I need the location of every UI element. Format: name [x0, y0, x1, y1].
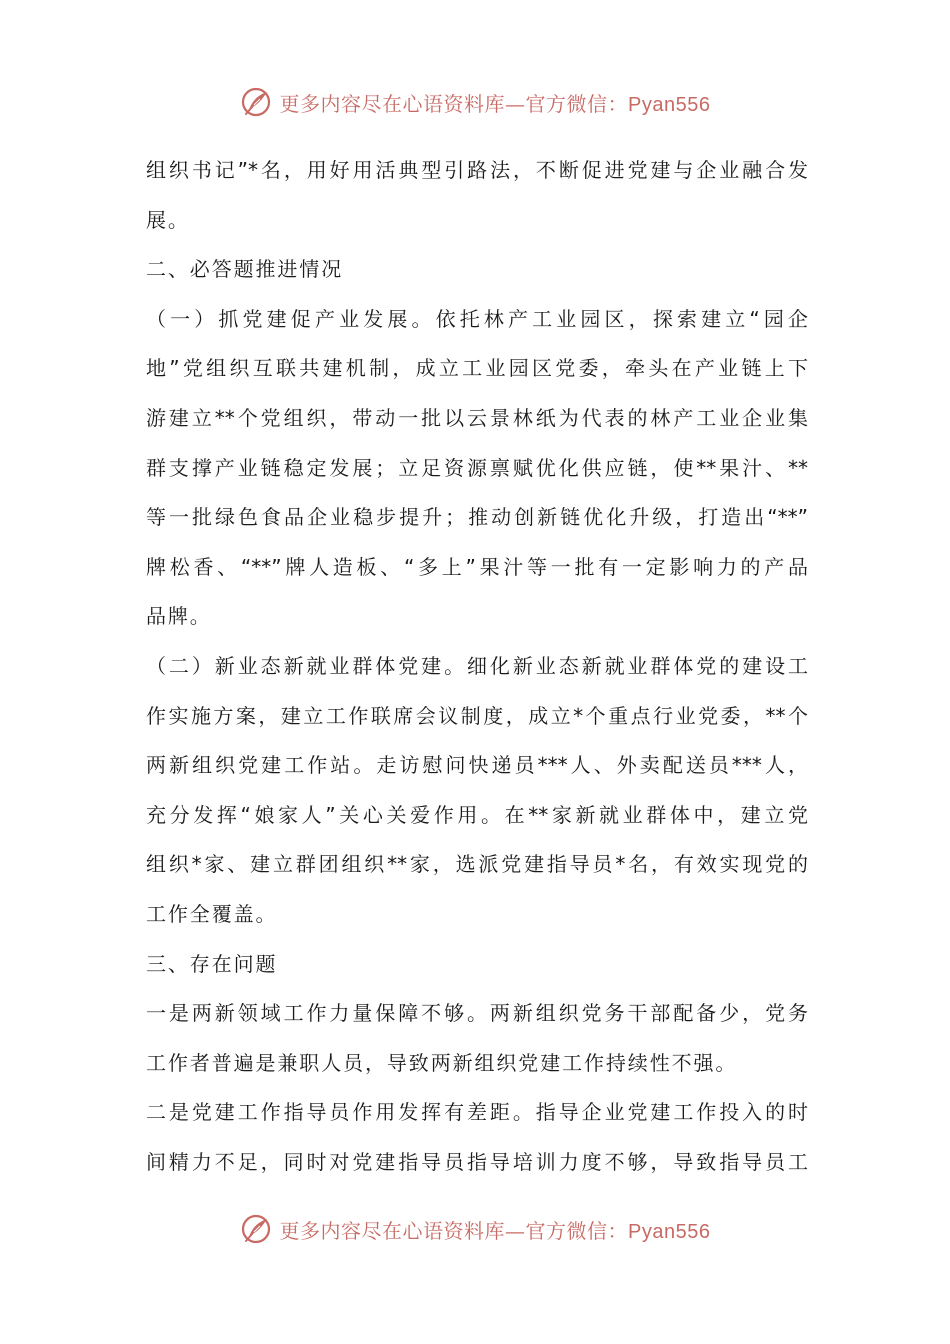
text-line: （一）抓党建促产业发展。依托林产工业园区，探索建立“园企 — [146, 306, 808, 331]
text-line: 两新组织党建工作站。走访慰问快递员***人、外卖配送员***人， — [146, 753, 808, 778]
feather-pen-logo-icon — [240, 86, 272, 118]
text-line: 三、存在问题 — [146, 951, 278, 976]
text-line: 间精力不足，同时对党建指导员指导培训力度不够，导致指导员工 — [146, 1149, 808, 1174]
text-line: （二）新业态新就业群体党建。细化新业态新就业群体党的建设工 — [146, 653, 808, 678]
feather-pen-logo-icon — [240, 1213, 272, 1245]
text-line: 一是两新领域工作力量保障不够。两新组织党务干部配备少，党务 — [146, 1001, 808, 1026]
text-line: 地”党组织互联共建机制，成立工业园区党委，牵头在产业链上下 — [146, 356, 808, 381]
text-line: 等一批绿色食品企业稳步提升；推动创新链优化升级，打造出“**” — [146, 505, 808, 530]
text-line: 群支撑产业链稳定发展；立足资源禀赋优化供应链，使**果汁、** — [146, 455, 808, 480]
text-line: 作实施方案，建立工作联席会议制度，成立*个重点行业党委，**个 — [146, 703, 808, 728]
banner-text: 更多内容尽在心语资料库—官方微信：Pyan556 — [279, 91, 711, 116]
text-line: 牌松香、“**”牌人造板、“多上”果汁等一批有一定影响力的产品 — [146, 554, 808, 579]
wechat-id: Pyan556 — [628, 1220, 711, 1243]
text-line: 组织*家、建立群团组织**家，选派党建指导员*名，有效实现党的 — [146, 852, 808, 877]
text-line: 品牌。 — [146, 604, 212, 629]
text-line: 工作全覆盖。 — [146, 901, 278, 926]
text-line: 游建立**个党组织，带动一批以云景林纸为代表的林产工业企业集 — [146, 405, 808, 430]
text-line: 二、必答题推进情况 — [146, 257, 344, 282]
wechat-id: Pyan556 — [628, 93, 711, 116]
footer-watermark-banner — [0, 1209, 950, 1249]
banner-text: 更多内容尽在心语资料库—官方微信：Pyan556 — [279, 1218, 711, 1243]
document-body — [146, 146, 808, 1187]
text-line: 充分发挥“娘家人”关心关爱作用。在**家新就业群体中，建立党 — [146, 802, 808, 827]
text-line: 组织书记”*名，用好用活典型引路法，不断促进党建与企业融合发 — [146, 158, 808, 182]
text-line: 二是党建工作指导员作用发挥有差距。指导企业党建工作投入的时 — [146, 1100, 808, 1125]
header-watermark-banner — [0, 82, 950, 122]
text-line: 工作者普遍是兼职人员，导致两新组织党建工作持续性不强。 — [146, 1050, 738, 1075]
text-line: 展。 — [146, 207, 190, 232]
